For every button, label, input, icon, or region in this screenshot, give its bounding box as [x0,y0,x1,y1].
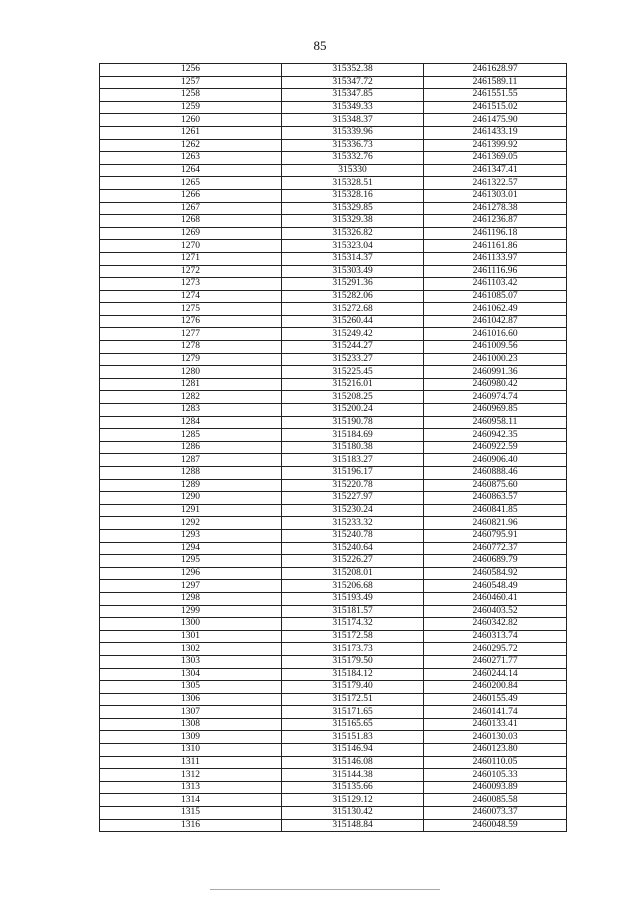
x-coordinate-cell: 315130.42 [282,807,424,820]
table-row [100,315,567,328]
x-coordinate-cell: 315173.73 [282,643,424,656]
table-row [100,353,567,366]
table-row [100,378,567,391]
table-row [100,391,567,404]
y-coordinate-cell: 2461628.97 [424,64,567,77]
y-coordinate-cell: 2460403.52 [424,605,567,618]
point-number-cell: 1256 [100,64,282,77]
table-row [100,303,567,316]
coordinates-table [99,63,567,832]
point-number-cell: 1275 [100,303,282,316]
x-coordinate-cell: 315240.78 [282,529,424,542]
x-coordinate-cell: 315208.25 [282,391,424,404]
y-coordinate-cell: 2461133.97 [424,252,567,265]
point-number-cell: 1257 [100,76,282,89]
y-coordinate-cell: 2460110.05 [424,756,567,769]
y-coordinate-cell: 2461196.18 [424,227,567,240]
x-coordinate-cell: 315172.58 [282,630,424,643]
point-number-cell: 1301 [100,630,282,643]
point-number-cell: 1315 [100,807,282,820]
point-number-cell: 1290 [100,492,282,505]
point-number-cell: 1297 [100,580,282,593]
x-coordinate-cell: 315146.08 [282,756,424,769]
table-row [100,655,567,668]
y-coordinate-cell: 2460130.03 [424,731,567,744]
table-row [100,769,567,782]
table-row [100,177,567,190]
point-number-cell: 1276 [100,315,282,328]
table-row [100,126,567,139]
x-coordinate-cell: 315233.32 [282,517,424,530]
x-coordinate-cell: 315190.78 [282,416,424,429]
y-coordinate-cell: 2460460.41 [424,592,567,605]
point-number-cell: 1310 [100,744,282,757]
point-number-cell: 1265 [100,177,282,190]
point-number-cell: 1266 [100,189,282,202]
y-coordinate-cell: 2460689.79 [424,555,567,568]
x-coordinate-cell: 315328.51 [282,177,424,190]
x-coordinate-cell: 315314.37 [282,252,424,265]
y-coordinate-cell: 2460821.96 [424,517,567,530]
point-number-cell: 1258 [100,89,282,102]
point-number-cell: 1273 [100,278,282,291]
point-number-cell: 1285 [100,429,282,442]
table-row [100,479,567,492]
table-row [100,467,567,480]
x-coordinate-cell: 315146.94 [282,744,424,757]
table-row [100,504,567,517]
point-number-cell: 1267 [100,202,282,215]
y-coordinate-cell: 2461016.60 [424,328,567,341]
x-coordinate-cell: 315171.65 [282,706,424,719]
y-coordinate-cell: 2461433.19 [424,126,567,139]
x-coordinate-cell: 315206.68 [282,580,424,593]
table-row [100,781,567,794]
table-row [100,64,567,77]
x-coordinate-cell: 315329.38 [282,215,424,228]
x-coordinate-cell: 315129.12 [282,794,424,807]
table-row [100,114,567,127]
x-coordinate-cell: 315179.40 [282,681,424,694]
table-row [100,668,567,681]
y-coordinate-cell: 2461551.55 [424,89,567,102]
y-coordinate-cell: 2461322.57 [424,177,567,190]
x-coordinate-cell: 315347.72 [282,76,424,89]
y-coordinate-cell: 2461347.41 [424,164,567,177]
x-coordinate-cell: 315330 [282,164,424,177]
table-row [100,429,567,442]
table-row [100,341,567,354]
point-number-cell: 1312 [100,769,282,782]
y-coordinate-cell: 2461278.38 [424,202,567,215]
y-coordinate-cell: 2460942.35 [424,429,567,442]
point-number-cell: 1271 [100,252,282,265]
y-coordinate-cell: 2461369.05 [424,152,567,165]
x-coordinate-cell: 315323.04 [282,240,424,253]
table-row [100,794,567,807]
point-number-cell: 1263 [100,152,282,165]
y-coordinate-cell: 2461116.96 [424,265,567,278]
y-coordinate-cell: 2461399.92 [424,139,567,152]
y-coordinate-cell: 2460980.42 [424,378,567,391]
table-row [100,517,567,530]
y-coordinate-cell: 2461000.23 [424,353,567,366]
x-coordinate-cell: 315348.37 [282,114,424,127]
table-row [100,290,567,303]
table-row [100,278,567,291]
table-row [100,227,567,240]
y-coordinate-cell: 2460155.49 [424,693,567,706]
point-number-cell: 1299 [100,605,282,618]
x-coordinate-cell: 315336.73 [282,139,424,152]
table-row [100,693,567,706]
y-coordinate-cell: 2460200.84 [424,681,567,694]
x-coordinate-cell: 315184.69 [282,429,424,442]
point-number-cell: 1300 [100,618,282,631]
point-number-cell: 1284 [100,416,282,429]
x-coordinate-cell: 315200.24 [282,404,424,417]
point-number-cell: 1291 [100,504,282,517]
table-row [100,366,567,379]
x-coordinate-cell: 315230.24 [282,504,424,517]
point-number-cell: 1313 [100,781,282,794]
x-coordinate-cell: 315184.12 [282,668,424,681]
x-coordinate-cell: 315272.68 [282,303,424,316]
table-row [100,454,567,467]
table-row [100,164,567,177]
x-coordinate-cell: 315303.49 [282,265,424,278]
point-number-cell: 1262 [100,139,282,152]
table-row [100,718,567,731]
x-coordinate-cell: 315208.01 [282,567,424,580]
y-coordinate-cell: 2460123.80 [424,744,567,757]
table-row [100,731,567,744]
x-coordinate-cell: 315249.42 [282,328,424,341]
table-row [100,618,567,631]
table-row [100,215,567,228]
x-coordinate-cell: 315244.27 [282,341,424,354]
point-number-cell: 1289 [100,479,282,492]
x-coordinate-cell: 315135.66 [282,781,424,794]
point-number-cell: 1261 [100,126,282,139]
point-number-cell: 1302 [100,643,282,656]
table-row [100,328,567,341]
table-row [100,643,567,656]
point-number-cell: 1308 [100,718,282,731]
table-row [100,744,567,757]
table-row [100,567,567,580]
table-row [100,580,567,593]
x-coordinate-cell: 315349.33 [282,101,424,114]
y-coordinate-cell: 2461042.87 [424,315,567,328]
table-row [100,202,567,215]
table-row [100,630,567,643]
table-row [100,89,567,102]
y-coordinate-cell: 2461009.56 [424,341,567,354]
table-row [100,592,567,605]
x-coordinate-cell: 315339.96 [282,126,424,139]
point-number-cell: 1259 [100,101,282,114]
x-coordinate-cell: 315226.27 [282,555,424,568]
y-coordinate-cell: 2461236.87 [424,215,567,228]
point-number-cell: 1295 [100,555,282,568]
y-coordinate-cell: 2460271.77 [424,655,567,668]
point-number-cell: 1293 [100,529,282,542]
x-coordinate-cell: 315151.83 [282,731,424,744]
x-coordinate-cell: 315183.27 [282,454,424,467]
y-coordinate-cell: 2460772.37 [424,542,567,555]
x-coordinate-cell: 315216.01 [282,378,424,391]
table-row [100,706,567,719]
x-coordinate-cell: 315148.84 [282,819,424,832]
y-coordinate-cell: 2460958.11 [424,416,567,429]
y-coordinate-cell: 2460141.74 [424,706,567,719]
y-coordinate-cell: 2460795.91 [424,529,567,542]
y-coordinate-cell: 2460863.57 [424,492,567,505]
table-row [100,529,567,542]
y-coordinate-cell: 2460085.58 [424,794,567,807]
x-coordinate-cell: 315144.38 [282,769,424,782]
table-row [100,756,567,769]
point-number-cell: 1298 [100,592,282,605]
coordinates-table-body [100,64,567,832]
point-number-cell: 1307 [100,706,282,719]
y-coordinate-cell: 2460073.37 [424,807,567,820]
table-row [100,101,567,114]
x-coordinate-cell: 315179.50 [282,655,424,668]
point-number-cell: 1272 [100,265,282,278]
point-number-cell: 1304 [100,668,282,681]
point-number-cell: 1281 [100,378,282,391]
y-coordinate-cell: 2461589.11 [424,76,567,89]
point-number-cell: 1303 [100,655,282,668]
y-coordinate-cell: 2461161.86 [424,240,567,253]
point-number-cell: 1280 [100,366,282,379]
point-number-cell: 1260 [100,114,282,127]
y-coordinate-cell: 2460991.36 [424,366,567,379]
y-coordinate-cell: 2460342.82 [424,618,567,631]
point-number-cell: 1282 [100,391,282,404]
bottom-divider [210,889,440,890]
point-number-cell: 1269 [100,227,282,240]
x-coordinate-cell: 315227.97 [282,492,424,505]
table-row [100,492,567,505]
table-row [100,189,567,202]
y-coordinate-cell: 2460906.40 [424,454,567,467]
x-coordinate-cell: 315332.76 [282,152,424,165]
point-number-cell: 1283 [100,404,282,417]
point-number-cell: 1314 [100,794,282,807]
table-row [100,252,567,265]
table-row [100,555,567,568]
table-row [100,404,567,417]
x-coordinate-cell: 315220.78 [282,479,424,492]
point-number-cell: 1288 [100,467,282,480]
point-number-cell: 1294 [100,542,282,555]
x-coordinate-cell: 315347.85 [282,89,424,102]
table-row [100,76,567,89]
point-number-cell: 1274 [100,290,282,303]
y-coordinate-cell: 2460841.85 [424,504,567,517]
x-coordinate-cell: 315291.36 [282,278,424,291]
y-coordinate-cell: 2460048.59 [424,819,567,832]
x-coordinate-cell: 315165.65 [282,718,424,731]
x-coordinate-cell: 315174.32 [282,618,424,631]
table-row [100,681,567,694]
page-number: 85 [313,38,327,53]
y-coordinate-cell: 2460969.85 [424,404,567,417]
table-row [100,152,567,165]
table-row [100,265,567,278]
x-coordinate-cell: 315260.44 [282,315,424,328]
point-number-cell: 1287 [100,454,282,467]
x-coordinate-cell: 315282.06 [282,290,424,303]
x-coordinate-cell: 315180.38 [282,441,424,454]
x-coordinate-cell: 315328.16 [282,189,424,202]
x-coordinate-cell: 315225.45 [282,366,424,379]
x-coordinate-cell: 315240.64 [282,542,424,555]
point-number-cell: 1277 [100,328,282,341]
point-number-cell: 1292 [100,517,282,530]
y-coordinate-cell: 2461085.07 [424,290,567,303]
x-coordinate-cell: 315193.49 [282,592,424,605]
table-row [100,441,567,454]
table-row [100,416,567,429]
x-coordinate-cell: 315329.85 [282,202,424,215]
y-coordinate-cell: 2460584.92 [424,567,567,580]
y-coordinate-cell: 2460888.46 [424,467,567,480]
y-coordinate-cell: 2461103.42 [424,278,567,291]
x-coordinate-cell: 315233.27 [282,353,424,366]
table-row [100,819,567,832]
point-number-cell: 1309 [100,731,282,744]
x-coordinate-cell: 315172.51 [282,693,424,706]
y-coordinate-cell: 2461515.02 [424,101,567,114]
y-coordinate-cell: 2460133.41 [424,718,567,731]
y-coordinate-cell: 2460313.74 [424,630,567,643]
table-row [100,139,567,152]
y-coordinate-cell: 2460105.33 [424,769,567,782]
y-coordinate-cell: 2460875.60 [424,479,567,492]
y-coordinate-cell: 2460295.72 [424,643,567,656]
point-number-cell: 1279 [100,353,282,366]
y-coordinate-cell: 2461062.49 [424,303,567,316]
y-coordinate-cell: 2460244.14 [424,668,567,681]
table-row [100,240,567,253]
point-number-cell: 1311 [100,756,282,769]
y-coordinate-cell: 2460974.74 [424,391,567,404]
x-coordinate-cell: 315326.82 [282,227,424,240]
point-number-cell: 1286 [100,441,282,454]
x-coordinate-cell: 315181.57 [282,605,424,618]
point-number-cell: 1305 [100,681,282,694]
point-number-cell: 1306 [100,693,282,706]
y-coordinate-cell: 2461475.90 [424,114,567,127]
y-coordinate-cell: 2460922.59 [424,441,567,454]
x-coordinate-cell: 315352.38 [282,64,424,77]
point-number-cell: 1296 [100,567,282,580]
y-coordinate-cell: 2460093.89 [424,781,567,794]
x-coordinate-cell: 315196.17 [282,467,424,480]
point-number-cell: 1268 [100,215,282,228]
point-number-cell: 1316 [100,819,282,832]
y-coordinate-cell: 2461303.01 [424,189,567,202]
point-number-cell: 1278 [100,341,282,354]
point-number-cell: 1264 [100,164,282,177]
table-row [100,807,567,820]
point-number-cell: 1270 [100,240,282,253]
table-row [100,542,567,555]
y-coordinate-cell: 2460548.49 [424,580,567,593]
table-row [100,605,567,618]
